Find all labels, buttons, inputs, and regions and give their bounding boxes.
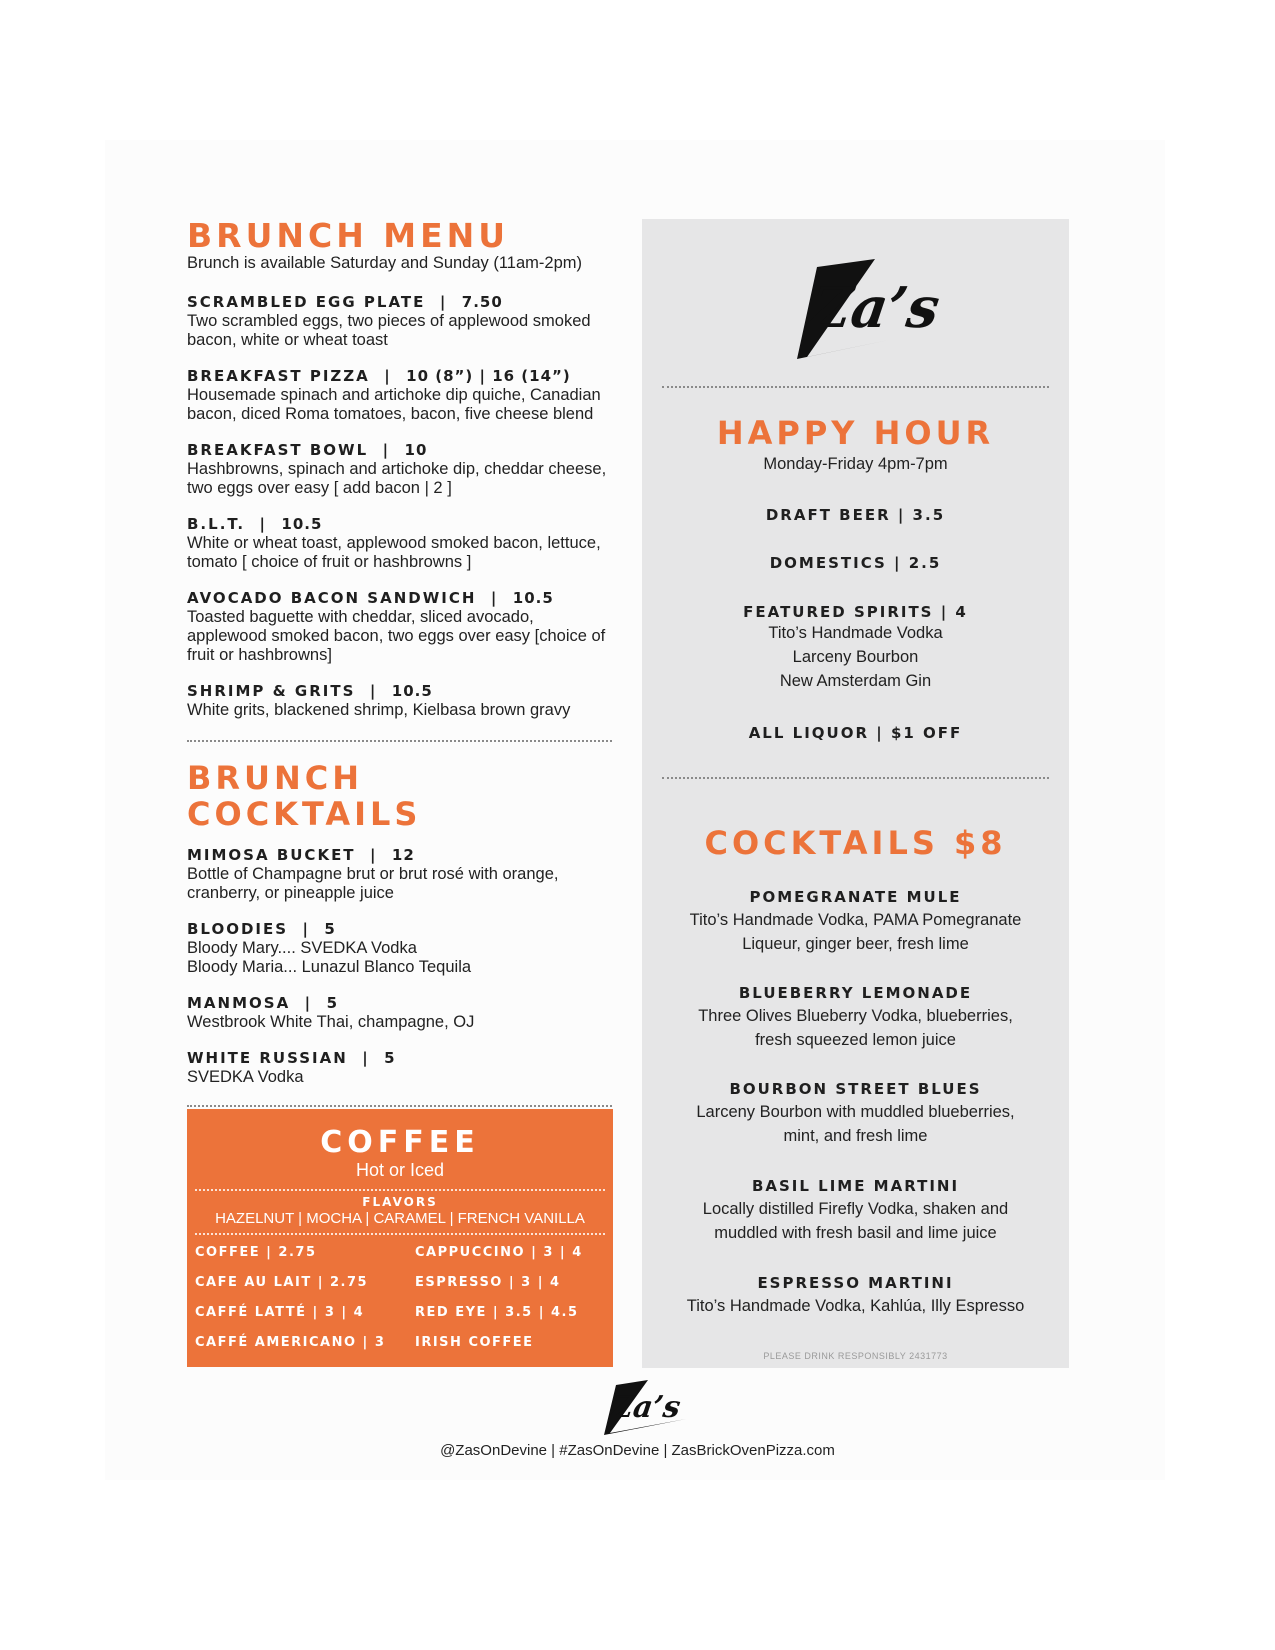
item-name: DOMESTICS | 2.5 xyxy=(769,554,942,572)
happy-hour-panel xyxy=(642,219,1069,1368)
item-price: 5 xyxy=(324,920,336,938)
item-price: 7.50 xyxy=(461,293,503,311)
menu-item: AVOCADO BACON SANDWICH | 10.5 Toasted baguette with cheddar, sliced avocado, applewood smoked bacon, two eggs over easy [choice of fruit or hashbrowns] xyxy=(187,589,612,665)
item-price: 12 xyxy=(391,846,415,864)
item-description: Three Olives Blueberry Vodka, blueberries, fresh squeezed lemon juice xyxy=(698,1007,1013,1049)
coffee-item: IRISH COFFEE xyxy=(415,1335,534,1350)
happy-hour-item xyxy=(642,554,1069,572)
zas-logo xyxy=(767,249,947,364)
item-name: ALL LIQUOR | $1 OFF xyxy=(748,724,963,742)
coffee-row xyxy=(195,1335,605,1365)
brunch-column xyxy=(187,218,612,1107)
item-name: WHITE RUSSIAN xyxy=(187,1049,348,1067)
brunch-cocktails-title: BRUNCH COCKTAILS xyxy=(187,759,422,833)
footer-logo xyxy=(588,1375,688,1437)
item-name: SHRIMP & GRITS xyxy=(187,682,356,700)
item-name: DRAFT BEER | 3.5 xyxy=(765,506,946,524)
item-description: Toasted baguette with cheddar, sliced avocado, applewood smoked bacon, two eggs over easy [choice of fruit or hashbrowns] xyxy=(187,608,606,664)
item-name: POMEGRANATE MULE xyxy=(749,888,962,906)
item-description: Larceny Bourbon with muddled blueberries, mint, and fresh lime xyxy=(696,1103,1015,1145)
brunch-availability: Brunch is available Saturday and Sunday (11am-2pm) xyxy=(187,254,582,272)
happy-hour-item xyxy=(642,506,1069,524)
item-description: Locally distilled Firefly Vodka, shaken and muddled with fresh basil and lime juice xyxy=(702,1200,1009,1242)
happy-hour-title: HAPPY HOUR xyxy=(716,414,995,452)
divider xyxy=(187,1105,612,1107)
spirit-name: Larceny Bourbon xyxy=(792,648,919,666)
menu-item: SCRAMBLED EGG PLATE | 7.50 Two scrambled eggs, two pieces of applewood smoked bacon, white or wheat toast xyxy=(187,293,612,350)
item-description: SVEDKA Vodka xyxy=(187,1068,304,1086)
item-name: FEATURED SPIRITS | 4 xyxy=(743,603,968,621)
item-name: BLUEBERRY LEMONADE xyxy=(738,984,973,1002)
item-name: AVOCADO BACON SANDWICH xyxy=(187,589,477,607)
item-name: B.L.T. xyxy=(187,515,246,533)
coffee-item: COFFEE | 2.75 xyxy=(195,1245,317,1260)
disclaimer: PLEASE DRINK RESPONSIBLY 2431773 xyxy=(763,1351,948,1361)
divider xyxy=(662,777,1049,779)
item-description: Bloody Mary.... SVEDKA Vodka xyxy=(187,939,417,957)
item-description: Tito’s Handmade Vodka, PAMA Pomegranate Liqueur, ginger beer, fresh lime xyxy=(689,911,1022,953)
item-name: BASIL LIME MARTINI xyxy=(751,1177,960,1195)
brunch-menu-title: BRUNCH MENU xyxy=(187,216,510,255)
menu-item: BREAKFAST BOWL | 10 Hashbrowns, spinach and artichoke dip, cheddar cheese, two eggs over easy [ add bacon | 2 ] xyxy=(187,441,612,498)
item-price: 10.5 xyxy=(281,515,323,533)
item-price: 5 xyxy=(384,1049,396,1067)
item-name: MANMOSA xyxy=(187,994,291,1012)
happy-hour-item xyxy=(642,603,1069,693)
spirit-name: New Amsterdam Gin xyxy=(779,672,932,690)
coffee-row xyxy=(195,1275,605,1305)
coffee-item: CAFFÉ LATTÉ | 3 | 4 xyxy=(195,1305,365,1320)
coffee-price-grid xyxy=(195,1245,605,1365)
item-description: Housemade spinach and artichoke dip quiche, Canadian bacon, diced Roma tomatoes, bacon, five cheese blend xyxy=(187,386,601,423)
item-description: Bottle of Champagne brut or brut rosé with orange, cranberry, or pineapple juice xyxy=(187,865,559,902)
social-links[interactable]: @ZasOnDevine | #ZasOnDevine | ZasBrickOvenPizza.com xyxy=(440,1442,835,1459)
item-description: Hashbrowns, spinach and artichoke dip, cheddar cheese, two eggs over easy [ add bacon | 2 ] xyxy=(187,460,607,497)
item-name: ESPRESSO MARTINI xyxy=(757,1274,954,1292)
cocktails-title: COCKTAILS $8 xyxy=(704,824,1007,862)
happy-hour-item xyxy=(642,724,1069,742)
menu-item: MIMOSA BUCKET | 12 Bottle of Champagne brut or brut rosé with orange, cranberry, or pineapple juice xyxy=(187,846,612,903)
item-name: SCRAMBLED EGG PLATE xyxy=(187,293,426,311)
coffee-box xyxy=(187,1109,613,1367)
item-price: 10 xyxy=(404,441,428,459)
item-price: 10.5 xyxy=(391,682,433,700)
menu-item: BLOODIES | 5 Bloody Mary.... SVEDKA Vodka Bloody Maria... Lunazul Blanco Tequila xyxy=(187,920,612,977)
item-description: White or wheat toast, applewood smoked bacon, lettuce, tomato [ choice of fruit or hashbrowns ] xyxy=(187,534,601,571)
divider xyxy=(195,1189,605,1191)
cocktail-item xyxy=(642,888,1069,956)
item-description: Tito’s Handmade Vodka, Kahlúa, Illy Espresso xyxy=(686,1297,1025,1315)
coffee-row xyxy=(195,1305,605,1335)
coffee-item: RED EYE | 3.5 | 4.5 xyxy=(415,1305,579,1320)
menu-item: BREAKFAST PIZZA | 10 (8”) | 16 (14”) Housemade spinach and artichoke dip quiche, Canadian bacon, diced Roma tomatoes, bacon, five cheese blend xyxy=(187,367,612,424)
item-price: 10.5 xyxy=(512,589,554,607)
menu-item: SHRIMP & GRITS | 10.5 White grits, blackened shrimp, Kielbasa brown gravy xyxy=(187,682,612,720)
item-name: BREAKFAST PIZZA xyxy=(187,367,370,385)
spirit-name: Tito’s Handmade Vodka xyxy=(768,624,943,642)
divider xyxy=(187,740,612,742)
coffee-subtitle: Hot or Iced xyxy=(355,1160,445,1180)
cocktail-item xyxy=(642,1080,1069,1148)
svg-text:Za’s: Za’s xyxy=(608,1390,683,1425)
menu-item: MANMOSA | 5 Westbrook White Thai, champagne, OJ xyxy=(187,994,612,1032)
coffee-item: ESPRESSO | 3 | 4 xyxy=(415,1275,561,1290)
coffee-row xyxy=(195,1245,605,1275)
divider xyxy=(662,386,1049,388)
coffee-item: CAFE AU LAIT | 2.75 xyxy=(195,1275,369,1290)
coffee-item: CAFFÉ AMERICANO | 3 xyxy=(195,1335,386,1350)
coffee-title: COFFEE xyxy=(320,1125,480,1160)
flavors-list: HAZELNUT | MOCHA | CARAMEL | FRENCH VANILLA xyxy=(215,1210,585,1227)
item-name: BOURBON STREET BLUES xyxy=(729,1080,982,1098)
cocktail-item xyxy=(642,984,1069,1052)
coffee-item: CAPPUCCINO | 3 | 4 xyxy=(415,1245,583,1260)
cocktail-item xyxy=(642,1177,1069,1245)
item-price: 10 (8”) | 16 (14”) xyxy=(406,367,571,385)
item-description: White grits, blackened shrimp, Kielbasa brown gravy xyxy=(187,701,571,719)
item-name: BLOODIES xyxy=(187,920,289,938)
item-description: Bloody Maria... Lunazul Blanco Tequila xyxy=(187,958,472,976)
menu-item: WHITE RUSSIAN | 5 SVEDKA Vodka xyxy=(187,1049,612,1087)
item-price: 5 xyxy=(326,994,338,1012)
menu-item: B.L.T. | 10.5 White or wheat toast, applewood smoked bacon, lettuce, tomato [ choice of fruit or hashbrowns ] xyxy=(187,515,612,572)
item-description: Two scrambled eggs, two pieces of applewood smoked bacon, white or wheat toast xyxy=(187,312,591,349)
cocktail-item xyxy=(642,1274,1069,1318)
flavors-label: FLAVORS xyxy=(362,1195,438,1209)
happy-hour-days: Monday-Friday 4pm-7pm xyxy=(763,455,948,473)
divider xyxy=(195,1233,605,1235)
item-name: BREAKFAST BOWL xyxy=(187,441,369,459)
svg-text:Za’s: Za’s xyxy=(806,275,944,341)
item-description: Westbrook White Thai, champagne, OJ xyxy=(187,1013,475,1031)
item-name: MIMOSA BUCKET xyxy=(187,846,356,864)
